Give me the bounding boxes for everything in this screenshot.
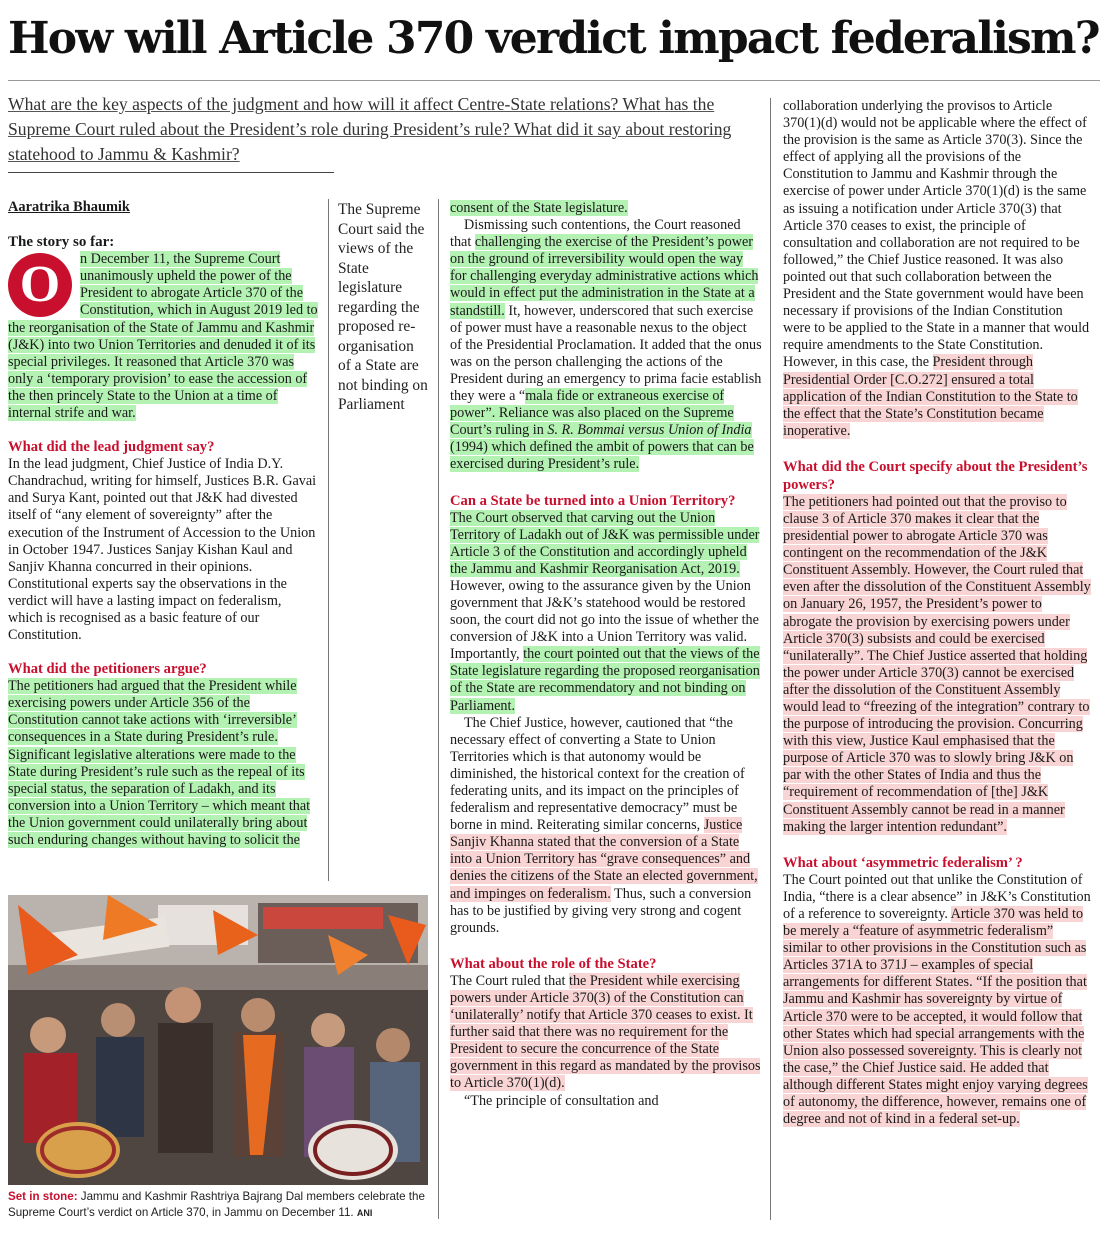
subhead-asymmetric-federalism: What about ‘asymmetric federalism’ ?	[783, 854, 1023, 871]
dropcap	[8, 253, 72, 317]
celebration-photo	[8, 895, 428, 1185]
column-2	[450, 200, 762, 1110]
dismissing-text-a: Dismissing such contentions, the Court reasoned that	[450, 217, 741, 251]
subhead-role-of-state: What about the role of the State?	[450, 955, 657, 972]
caution-text-b: Justice Sanjiv Khanna stated that the conversion of a State into a Union Territory has “grave consequences” and denies the citizens of the State an elected government, and impinges on federalism.	[450, 817, 758, 902]
collaboration-paragraph	[783, 98, 1093, 440]
lead-judgment-paragraph	[8, 456, 318, 644]
intro-text: n December 11, the Supreme Court unanimously upheld the power of the President to abrogate Article 370 of the Constitution, which in August 2019 led to the reorganisation of the State of Jammu and Kashmir (J&K) into two Union Territories and denuded it of its special privileges. It reasoned that Article 370 was only a ‘temporary provision’ to ease the accession of the then princely State to the Union at a time of internal strife and war.	[8, 251, 318, 422]
column-1	[8, 199, 318, 849]
union-territory-paragraph	[450, 510, 762, 715]
column-divider-1	[328, 199, 329, 881]
headline: How will Article 370 verdict impact federalism?	[8, 13, 1099, 64]
consultation-paragraph	[450, 1093, 762, 1110]
dismissing-paragraph	[450, 217, 762, 473]
caption-label: Set in stone:	[8, 1190, 78, 1203]
powers-text: The petitioners had pointed out that the proviso to clause 3 of Article 370 makes it clear that the presidential power to abrogate Article 370 was contingent on the recommendation of the J&K Constituent Assembly. However, the Court ruled that even after the dissolution of the Constituent Assembly on January 26, 1957, the President’s power to abrogate the provision by exercising powers under Article 370(3) subsists and could be exercised “unilaterally”. The Chief Justice asserted that holding the power under Article 370(3) cannot be exercised after the dissolution of the Constituent Assembly would lead to “freezing of the integration” contrary to the purpose of introducing the provision. Concurring with this view, Justice Kaul emphasised that the purpose of Article 370 was to slowly bring J&K on par with the other States of India and thus the “requirement of recommendation of [the] J&K Constituent Assembly cannot be read in a manner making the larger intention redundant”.	[783, 493, 1091, 835]
column-divider-3	[770, 98, 771, 1220]
subhead-union-territory: Can a State be turned into a Union Territory?	[450, 492, 736, 509]
ut-text-c: the court pointed out that the views of the State legislature regarding the proposed reorganisation of the State are recommendatory and not binding on Parliament.	[450, 646, 760, 714]
column-3	[783, 98, 1093, 1128]
column-divider-2	[438, 199, 439, 1219]
role-of-state-paragraph	[450, 973, 762, 1093]
story-so-far-label: The story so far:	[8, 234, 115, 251]
subhead-lead-judgment: What did the lead judgment say?	[8, 439, 215, 456]
caution-paragraph	[450, 715, 762, 937]
consent-text: consent of the State legislature.	[450, 200, 628, 216]
petitioners-text: The petitioners had argued that the President while exercising powers under Article 356 of the Constitution cannot take actions with ‘irreversible’ consequences in a State during President’s rule. Significant legislative alterations were made to the State during President’s rule such as the repeal of its special status, the separation of Ladakh, and its conversion into a Union Territory – which meant that the Union government could unilaterally bring about such enduring changes without having to solicit the	[8, 678, 311, 848]
dismissing-text-b: challenging the exercise of the President’s power on the ground of irreversibility would open the way for challenging everyday administrative actions which would in effect put the administration in the State at a standstill.	[450, 234, 759, 319]
top-rule	[8, 80, 1100, 81]
ut-text-a: The Court observed that carving out the Union Territory of Ladakh out of J&K was permissible under Article 3 of the Constitution and accordingly upheld the Jammu and Kashmir Reorganisation Act, 2019.	[450, 509, 760, 577]
asym-text-a: The Court pointed out that unlike the Constitution of India, “there is a clear absence” in J&K’s Constitution of a reference to sovereignty.	[783, 871, 1091, 922]
pull-quote: The Supreme Court said the views of the State legislature regarding the proposed re-organisation of a State are not binding on Parliament	[338, 201, 428, 413]
asym-text-b: Article 370 was held to be merely a “feature of asymmetric federalism” similar to other provisions in the Constitution such as Articles 371A to 371J – examples of special arrangements for different States. “If the position that Jammu and Kashmir has sovereignty by virtue of Article 370 were to be accepted, it would follow that other States which had special arrangements with the Union also possessed sovereignty. This is clearly not the case,” the Chief Justice said. He added that although different States might enjoy varying degrees of autonomy, the difference, however, remains one of degree and not of kind in a federal set-up.	[783, 905, 1088, 1128]
caution-text-a: The Chief Justice, however, cautioned that “the necessary effect of converting a State to Union Territories which is that autonomy would be diminished, the historical context for the creation of federating units, and its impact on the principles of federalism and representative democracy” must be borne in mind. Reiterating similar concerns,	[450, 714, 745, 834]
dismissing-text-f: Reliance was also placed on the Supreme Court’s ruling in	[450, 405, 734, 439]
lead-judgment-text: In the lead judgment, Chief Justice of India D.Y. Chandrachud, writing for himself, Justices B.R. Gavai and Surya Kant, pointed out that J&K had divested itself of “any element of sovereignty” after the execution of the Instrument of Accession to the Union in October 1947. Justices Sanjay Kishan Kaul and Sanjiv Khanna concurred in their opinions. Constitutional experts say the observations in the verdict will have a lasting impact on federalism, which is recognised as a basic feature of our Constitution.	[8, 456, 317, 644]
collab-text-b: President through Presidential Order [C.O.272] ensured a total application of the Indian Constitution to the State to the effect that the State’s Constitution became inoperative.	[783, 354, 1078, 439]
photo-caption	[8, 1189, 428, 1221]
ut-text-b: However, owing to the assurance given by the Union government that J&K’s statehood would be restored soon, the court did not go into the issue of whether the conversion of J&K into a Union Territory was valid. Importantly,	[450, 577, 759, 663]
deck-rule	[8, 172, 334, 173]
dismissing-text-c: It, however, underscored that such exercise of power must have a reasonable nexus to the object of the Presidential Proclamation. It added that the onus was on the person challenging the actions of the President during an emergency to prima facie establish they were a “	[450, 302, 762, 405]
consultation-text: “The principle of consultation and	[464, 1092, 659, 1109]
petitioners-paragraph	[8, 678, 318, 849]
presidents-powers-paragraph	[783, 494, 1093, 836]
role-text-a: The Court ruled that	[450, 972, 569, 989]
photo-illustration	[8, 895, 428, 1185]
byline: Aaratrika Bhaumik	[8, 199, 130, 215]
dismissing-text-g: (1994) which defined the ambit of powers that can be exercised during President’s rule.	[450, 439, 754, 473]
subhead-presidents-powers: What did the Court specify about the President’s powers?	[783, 458, 1088, 493]
role-text-b: the President while exercising powers under Article 370(3) of the Constitution can ‘unilaterally’ notify that Article 370 ceases to exist. It further said that there was no requirement for the President to secure the concurrence of the State government in this regard as mandated by the provisos to Article 370(1)(d).	[450, 972, 761, 1092]
deck-text: What are the key aspects of the judgment and how will it affect Centre-State relations? What has the Supreme Court ruled about the President’s role during President’s rule? What did it say about restoring statehood to Jammu & Kashmir?	[8, 94, 732, 164]
photo-credit: ANI	[356, 1208, 373, 1218]
dropcap-letter: O	[19, 256, 61, 314]
caption-text: Jammu and Kashmir Rashtriya Bajrang Dal members celebrate the Supreme Court’s verdict on Article 370, in Jammu on December 11.	[8, 1190, 425, 1219]
consent-paragraph	[450, 200, 762, 217]
caution-text-c: Thus, such a conversion has to be justified by giving very strong and cogent grounds.	[450, 885, 752, 936]
dismissing-text-d: mala fide or extraneous exercise of power	[450, 388, 725, 422]
dismissing-text-e: ”.	[485, 405, 499, 422]
subhead-petitioners: What did the petitioners argue?	[8, 661, 207, 678]
case-citation: S. R. Bommai versus Union of India	[547, 422, 752, 439]
collab-text-a: collaboration underlying the provisos to Article 370(1)(d) would not be applicable where the effect of the provision is the same as Article 370(3). Since the effect of applying all the provisions of the Constitution to Jammu and Kashmir through the exercise of power under Article 370(1)(d) is the same as issuing a notification under Article 370(3) that Article 370 ceases to exist, the principle of consultation and collaboration are not required to be followed,” the Chief Justice reasoned. It was also pointed out that such collaboration between the President and the State government would have been necessary if provisions of the Indian Constitution were to be applied to the State in a manner that would require amendments to the State Constitution. However, in this case, the	[783, 98, 1090, 371]
asymmetric-paragraph	[783, 872, 1093, 1128]
deck	[8, 92, 752, 167]
